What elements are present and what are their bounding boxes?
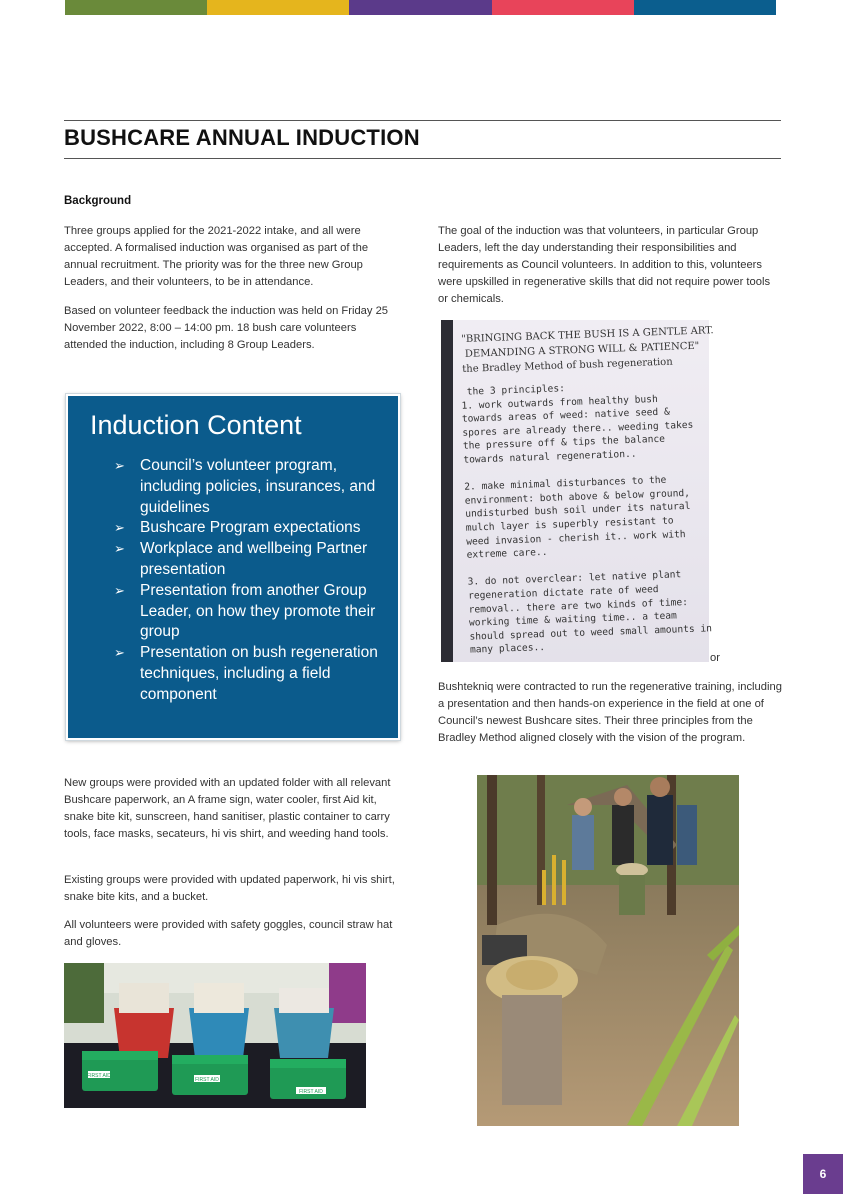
page-number: 6 (819, 1167, 827, 1181)
title-rule-top (64, 120, 781, 121)
left-paragraph-5: All volunteers were provided with safety goggles, council straw hat and gloves. (64, 919, 393, 948)
induction-content-box (66, 394, 400, 740)
right-paragraph-2: Bushtekniq were contracted to run the regenerative training, including a presentation and then hands-on experience in the field at one of Council’s newest Bushcare sites. Their three principles from the Bradley Method aligned closely with the vision of the program. (438, 681, 782, 744)
list-item (114, 456, 384, 518)
list-item-text: Bushcare Program expectations (140, 519, 361, 537)
stripe-segment-purple (349, 0, 492, 15)
arrowhead-bullet-icon: ➢ (114, 645, 125, 661)
left-paragraph-4: Existing groups were provided with updated paperwork, hi vis shirt, snake bite kits, and a bucket. (64, 874, 395, 903)
list-item-text: Presentation on bush regeneration techniques, including a field component (140, 644, 378, 703)
kit-label: FIRST AID (195, 1077, 219, 1083)
list-item-text: Workplace and wellbeing Partner presentation (140, 540, 368, 578)
note-body: the 3 principles: 1. work outwards from healthy bush towards areas of weed: native seed & spores are already there.. weeding takes the pressure off & tips the balance towards natural regeneration.. 2. make minimal disturbances to the environment: both above & below ground, undisturbed bush soil under its natural mulch layer is superbly resistant to weed invasion - cherish it.. work with extreme care.. 3. do not overclear: let native plant regeneration dictate rate of weed removal.. there are two kinds of time: working time & waiting time.. a team should spread out to weed small amounts in many places.. (455, 383, 713, 657)
field-training-photo (477, 775, 739, 1126)
kit-label: FIRST AID (299, 1089, 323, 1095)
stripe-segment-red (492, 0, 634, 15)
bradley-method-note-photo (441, 320, 714, 662)
or-label: or (710, 652, 720, 664)
arrowhead-bullet-icon: ➢ (114, 541, 125, 557)
arrowhead-bullet-icon: ➢ (114, 582, 125, 598)
list-item-text: Council’s volunteer program, including policies, insurances, and guidelines (140, 457, 376, 516)
list-item (114, 539, 384, 581)
stripe-segment-blue (634, 0, 776, 15)
page-number-badge (803, 1154, 843, 1194)
induction-content-list (114, 456, 384, 706)
kit-label: FIRST AID (87, 1073, 111, 1079)
note-dark-edge (441, 320, 453, 662)
list-item-text: Presentation from another Group Leader, on how they promote their group (140, 581, 376, 641)
kits-photo-illustration (64, 963, 366, 1108)
page-title: BUSHCARE ANNUAL INDUCTION (64, 125, 420, 150)
stripe-segment-green (65, 0, 207, 15)
induction-content-title: Induction Content (90, 410, 302, 440)
left-paragraph-3: New groups were provided with an updated folder with all relevant Bushcare paperwork, an A frame sign, water cooler, first Aid kit, snake bite kit, sunscreen, hand sanitiser, plastic container to carry tools, face masks, secateurs, hi vis shirt, and weeding hand tools. (64, 777, 391, 840)
background-heading: Background (64, 195, 132, 207)
left-paragraph-1: Three groups applied for the 2021-2022 intake, and all were accepted. A formalised induction was organised as part of the annual recruitment. The priority was for the three new Group Leaders, and their volunteers, to be in attendance. (64, 225, 369, 288)
list-item (114, 581, 384, 643)
list-item (114, 643, 384, 705)
arrowhead-bullet-icon: ➢ (114, 458, 125, 473)
stripe-segment-yellow (207, 0, 349, 15)
right-paragraph-1: The goal of the induction was that volunteers, in particular Group Leaders, left the day understanding their responsibilities and requirements as Council volunteers. In addition to this, volunteers were upskilled in regenerative skills that did not require power tools or chemicals. (438, 225, 771, 305)
list-item (114, 518, 384, 539)
arrowhead-bullet-icon: ➢ (114, 520, 125, 536)
field-photo-illustration (477, 775, 739, 1126)
note-heading: "BRINGING BACK THE BUSH IS A GENTLE ART. DEMANDING A STRONG WILL & PATIENCE" the Bradley Method of bush regeneration (461, 325, 714, 375)
volunteer-kits-photo (64, 963, 366, 1108)
title-rule-bottom (64, 158, 781, 159)
left-paragraph-2: Based on volunteer feedback the induction was held on Friday 25 November 2022, 8:00 – 14:00 pm. 18 bush care volunteers attended the induction, including 8 Group Leaders. (64, 305, 389, 351)
